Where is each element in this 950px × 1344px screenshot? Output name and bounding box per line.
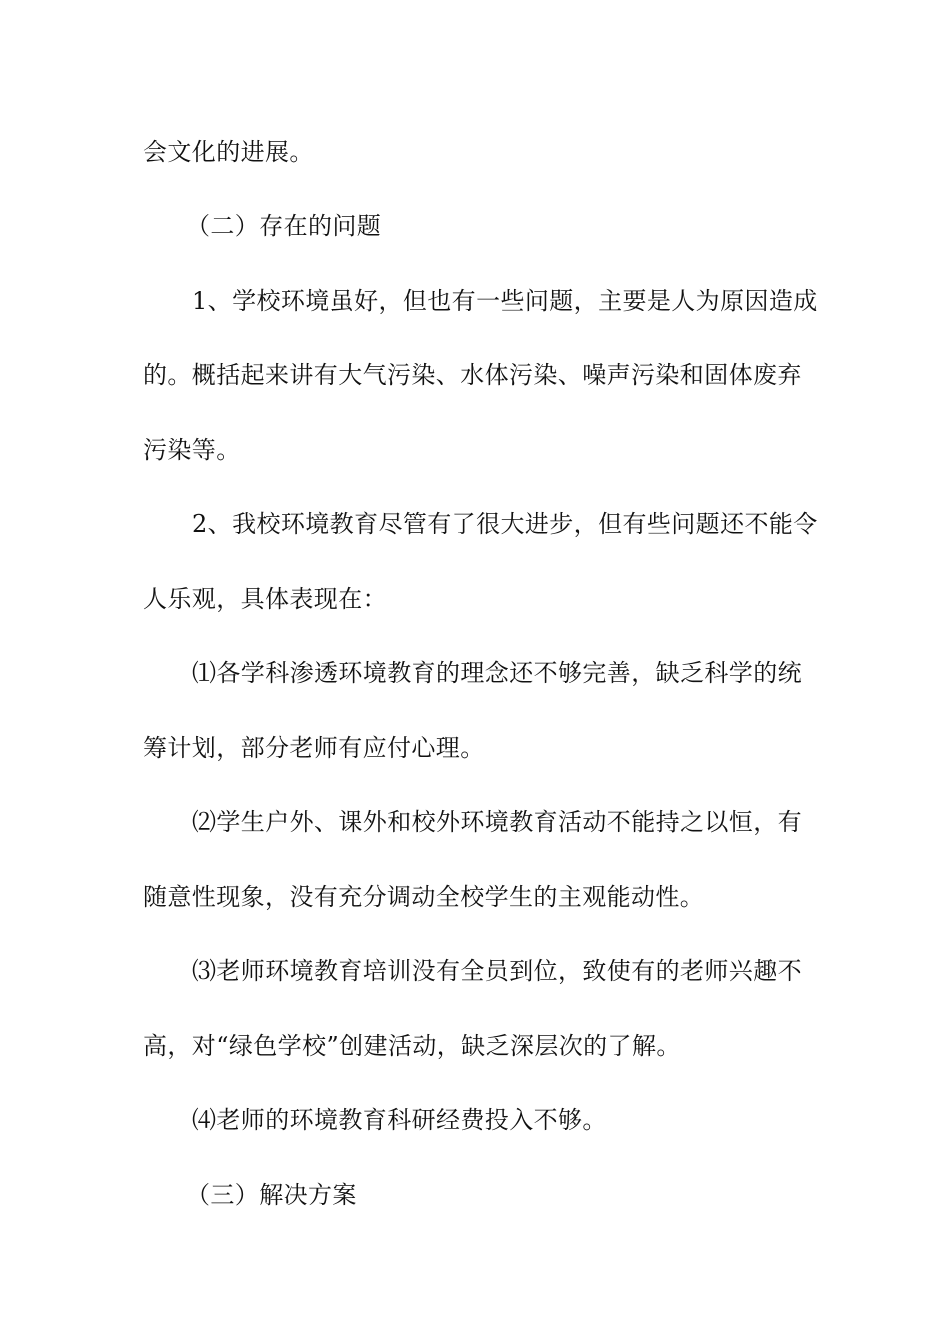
list-item-line: 随意性现象，没有充分调动全校学生的主观能动性。 <box>143 883 705 911</box>
list-item-line: 筹计划，部分老师有应付心理。 <box>143 734 485 762</box>
list-item-line: ⑵学生户外、课外和校外环境教育活动不能持之以恒，有 <box>192 808 802 836</box>
paragraph-continuation: 会文化的进展。 <box>143 138 314 166</box>
section-heading-problems: （二）存在的问题 <box>186 212 382 240</box>
paragraph-line: 2、我校环境教育尽管有了很大进步，但有些问题还不能令 <box>192 510 818 538</box>
paragraph-line: 的。概括起来讲有大气污染、水体污染、噪声污染和固体废弃 <box>143 361 802 389</box>
list-item-line: ⑴各学科渗透环境教育的理念还不够完善，缺乏科学的统 <box>192 659 802 687</box>
section-heading-solutions: （三）解决方案 <box>186 1181 357 1209</box>
list-item-line: 高，对“绿色学校”创建活动，缺乏深层次的了解。 <box>143 1032 681 1060</box>
list-item-line: ⑶老师环境教育培训没有全员到位，致使有的老师兴趣不 <box>192 957 802 985</box>
paragraph-line: 1、学校环境虽好，但也有一些问题，主要是人为原因造成 <box>192 287 818 315</box>
list-item-line: ⑷老师的环境教育科研经费投入不够。 <box>192 1106 607 1134</box>
paragraph-line: 人乐观，具体表现在： <box>143 585 387 613</box>
paragraph-line: 污染等。 <box>143 436 241 464</box>
